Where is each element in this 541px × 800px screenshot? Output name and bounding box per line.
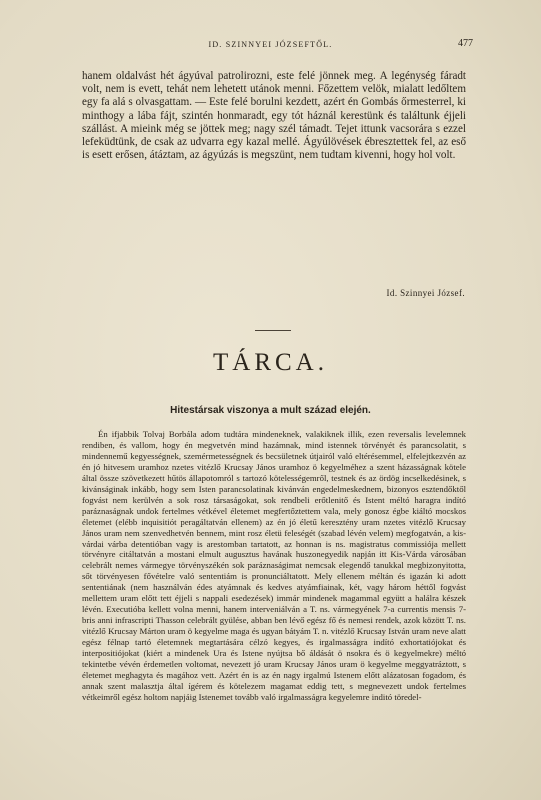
- section-title: TÁRCA.: [213, 349, 328, 376]
- intro-paragraph: hanem oldalvást hét ágyúval patrolirozni, este felé jönnek meg. A legénység fáradt volt, nem is evett, tehát nem lehetett utánok menni. Főzettem velök, mialatt ledőltem egy fa alá s olvasgattam. — Este felé borulni kezdett, azért én Gombás őrmesterrel, ki minthogy a lába fájt, szintén honmaradt, egy tót háznál kerestünk és találtunk éjjeli szállást. A mieink még se jöttek meg; nagy szél támadt. Tejet ittunk vacsorára s ezzel lefeküdtünk, de csak az udvarra egy kazal mellé. Ágyúlövések ébresztettek fel, az eső is esett erősen, átáztam, az ágyúzás is megszünt, nem tudtam kivenni, hogy hol volt.: [82, 70, 466, 162]
- intro-text-block: [82, 70, 466, 162]
- article-text-block: [82, 429, 466, 703]
- section-divider: [255, 330, 291, 331]
- page-number: 477: [458, 38, 473, 49]
- author-signature: Id. Szinnyei József.: [386, 288, 465, 298]
- running-title: ID. SZINNYEI JÓZSEFTŐL.: [208, 40, 333, 49]
- article-paragraph: Én ifjabbik Tolvaj Borbála adom tudtára mindeneknek, valakiknek illik, ezen reversalis levelemnek rendiben, és vallom, hogy én megvetvén mind hazámnak, mind istennek törvényét és parancsolatit, s mindennemű kegyességnek, szemérmetességnek és becsületnek útjairól való eltérésemmel, elfelejtkezvén az én jó hitvesem uramhoz nzetes vitézlő Krucsay János uramhoz ö kegyelméhez a szent házasságnak kötele által össze szövetkezett hűtös állapotomról s tartozó kötelességemről, testnek és az ördög incselkedésinek, s kivánságinak inkább, hogy sem Isten parancsolatinak kivánván engedelmeskednem, bizonyos esztendőktől fogvást nem kerülvén a sok rosz társaságokat, sok rendbeli erőtlenitő és Istent méltó haragra indító paráznaságnak undok fertelmes vétkével életemet megfertőztettem vala, mely gonosz égbe kiáltó mocskos életemet (elébb inquisitiót peragáltatván ellenem) az én jó életű keresztény uram nzetes vitézlő Krucsay János uram nem szenvedhetvén bennem, mint rosz életü feleségét (szabad lévén velem) megfogatván, a kis-várdai várba detentióban vagy is arestomban tartatott, az honnan is ns. magistratus commissiója mellett törvényre citáltatván a mostani elmult augusztus havának huszonegyedik napján itt Kis-Várda városában celebrált nemes vármegye törvényszékén sok paráznaságimat nemcsak elegendő tanukkal megbizonyitotta, sőt törvényesen fővételre való sententiám is pronunciáltatott. Mely ellenem méltán és igazán ki adott sententiának (nem használván édes atyámnak és kedves atyámfiainak, két, vagy három héttől fogvást mellettem uram előtt tett éjjeli s nappali esedezések) immár mindenek magammal együtt a halálra készek lévén. Executióba kellett volna menni, hanem interveniálván a T. ns. vármegyének 7-a currentis mensis 7-bris anni infrascripti Thasson celebrált gyülése, abban ben lévő egész fő és nemesi rendek, azok között T. ns. vitézlő Krucsay Márton uram ö kegyelme maga és ugyan bátyám T. n. vitézlő Krucsay István uram neve alatt egész félnap tartó életemnek megtartására célzó kegyes, és irgalmasságra indító exhortatiójokat és interpositiójokat (kiért a mindenek Ura és Istene nyújtsa bő áldását ö nsokra és ö kegyelmekre) méltó tekintetbe vévén érdemetlen voltomat, nevezett jó uram Krucsay János uram ö kegyelme meggyatráztott, s életemet meghagyta és magához vett. Azért én is az én nagy irgalmú Istenem előtt alázatosan fogadom, és annak szent malasztja által ígérem és kötelezem magamat eddig tett, s megnevezett undok fertelmes vétkeimről egész holtom napjáig Istenemet tovább való irgalmasságra kegyelemre inditó töredel-: [82, 429, 466, 702]
- article-title: Hitestársak viszonya a mult század elején.: [170, 405, 371, 416]
